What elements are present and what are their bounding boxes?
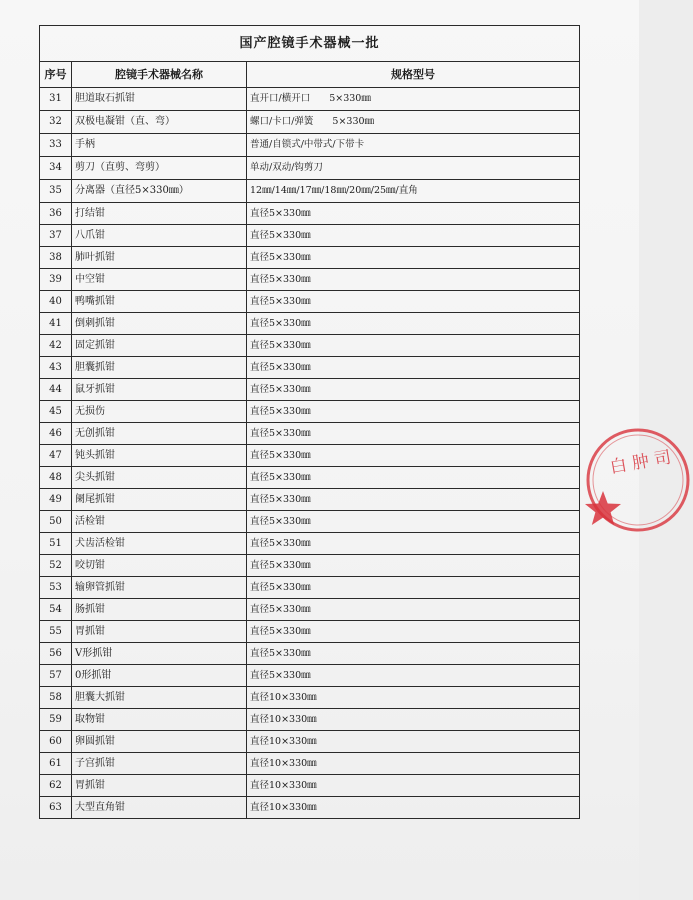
row-name: 输卵管抓钳 bbox=[72, 577, 247, 599]
table-row bbox=[40, 357, 580, 379]
header-row bbox=[40, 62, 580, 88]
row-spec: 直径5×330㎜ bbox=[247, 203, 580, 225]
row-spec: 直径10×330㎜ bbox=[247, 797, 580, 819]
header-spec: 规格型号 bbox=[247, 62, 580, 88]
row-spec: 直开口/横开口 5×330㎜ bbox=[247, 88, 580, 111]
row-name: 咬切钳 bbox=[72, 555, 247, 577]
row-spec: 直径5×330㎜ bbox=[247, 247, 580, 269]
row-spec: 直径5×330㎜ bbox=[247, 269, 580, 291]
table-row bbox=[40, 665, 580, 687]
table-row bbox=[40, 467, 580, 489]
table-row bbox=[40, 533, 580, 555]
row-name: 胆囊抓钳 bbox=[72, 357, 247, 379]
table-row bbox=[40, 577, 580, 599]
row-spec: 单动/双动/钩剪刀 bbox=[247, 157, 580, 180]
table-row bbox=[40, 88, 580, 111]
row-name: 分离器（直径5×330㎜） bbox=[72, 180, 247, 203]
row-spec: 直径5×330㎜ bbox=[247, 489, 580, 511]
row-seq: 47 bbox=[40, 445, 72, 467]
table-row bbox=[40, 423, 580, 445]
row-spec: 直径5×330㎜ bbox=[247, 313, 580, 335]
table-row bbox=[40, 180, 580, 203]
row-spec: 普通/自锁式/中带式/下带卡 bbox=[247, 134, 580, 157]
table-row bbox=[40, 753, 580, 775]
row-name: 肺叶抓钳 bbox=[72, 247, 247, 269]
row-spec: 直径10×330㎜ bbox=[247, 709, 580, 731]
row-spec: 直径5×330㎜ bbox=[247, 577, 580, 599]
row-seq: 62 bbox=[40, 775, 72, 797]
row-name: 鸭嘴抓钳 bbox=[72, 291, 247, 313]
row-spec: 直径5×330㎜ bbox=[247, 599, 580, 621]
row-spec: 直径10×330㎜ bbox=[247, 753, 580, 775]
row-spec: 直径5×330㎜ bbox=[247, 511, 580, 533]
table-row bbox=[40, 489, 580, 511]
red-seal-stamp bbox=[583, 425, 693, 535]
row-name: 胆道取石抓钳 bbox=[72, 88, 247, 111]
row-seq: 54 bbox=[40, 599, 72, 621]
row-seq: 50 bbox=[40, 511, 72, 533]
row-name: 大型直角钳 bbox=[72, 797, 247, 819]
table-row bbox=[40, 687, 580, 709]
table-row bbox=[40, 445, 580, 467]
row-spec: 直径10×330㎜ bbox=[247, 775, 580, 797]
row-spec: 12㎜/14㎜/17㎜/18㎜/20㎜/25㎜/直角 bbox=[247, 180, 580, 203]
row-seq: 32 bbox=[40, 111, 72, 134]
header-seq: 序号 bbox=[40, 62, 72, 88]
row-seq: 38 bbox=[40, 247, 72, 269]
row-seq: 51 bbox=[40, 533, 72, 555]
row-name: 固定抓钳 bbox=[72, 335, 247, 357]
row-name: 双极电凝钳（直、弯） bbox=[72, 111, 247, 134]
row-seq: 61 bbox=[40, 753, 72, 775]
row-seq: 49 bbox=[40, 489, 72, 511]
row-spec: 直径5×330㎜ bbox=[247, 445, 580, 467]
row-seq: 60 bbox=[40, 731, 72, 753]
table-title: 国产腔镜手术器械一批 bbox=[40, 26, 580, 62]
row-name: 倒刺抓钳 bbox=[72, 313, 247, 335]
row-spec: 直径5×330㎜ bbox=[247, 291, 580, 313]
row-spec: 直径5×330㎜ bbox=[247, 555, 580, 577]
row-seq: 55 bbox=[40, 621, 72, 643]
row-name: 打结钳 bbox=[72, 203, 247, 225]
row-seq: 52 bbox=[40, 555, 72, 577]
table-row bbox=[40, 599, 580, 621]
row-name: 阑尾抓钳 bbox=[72, 489, 247, 511]
table-row bbox=[40, 269, 580, 291]
row-name: 肠抓钳 bbox=[72, 599, 247, 621]
seal-star-icon bbox=[585, 491, 621, 525]
row-seq: 56 bbox=[40, 643, 72, 665]
instrument-table bbox=[39, 25, 580, 819]
row-spec: 直径5×330㎜ bbox=[247, 621, 580, 643]
row-spec: 直径5×330㎜ bbox=[247, 225, 580, 247]
row-name: 无创抓钳 bbox=[72, 423, 247, 445]
row-seq: 43 bbox=[40, 357, 72, 379]
row-spec: 直径5×330㎜ bbox=[247, 643, 580, 665]
row-seq: 44 bbox=[40, 379, 72, 401]
row-name: 钝头抓钳 bbox=[72, 445, 247, 467]
table-row bbox=[40, 797, 580, 819]
table-row bbox=[40, 709, 580, 731]
row-name: 取物钳 bbox=[72, 709, 247, 731]
row-name: 0形抓钳 bbox=[72, 665, 247, 687]
row-name: 活检钳 bbox=[72, 511, 247, 533]
table-row bbox=[40, 621, 580, 643]
row-name: 无损伤 bbox=[72, 401, 247, 423]
row-seq: 33 bbox=[40, 134, 72, 157]
table-row bbox=[40, 775, 580, 797]
row-spec: 直径5×330㎜ bbox=[247, 379, 580, 401]
table-row bbox=[40, 291, 580, 313]
table-row bbox=[40, 247, 580, 269]
table-row bbox=[40, 643, 580, 665]
row-spec: 直径5×330㎜ bbox=[247, 401, 580, 423]
table-row bbox=[40, 379, 580, 401]
row-spec: 直径10×330㎜ bbox=[247, 731, 580, 753]
row-name: 尖头抓钳 bbox=[72, 467, 247, 489]
row-seq: 31 bbox=[40, 88, 72, 111]
table-row bbox=[40, 555, 580, 577]
row-spec: 直径5×330㎜ bbox=[247, 533, 580, 555]
seal-text: 白 肿 司 bbox=[608, 447, 673, 478]
table-row bbox=[40, 203, 580, 225]
row-name: 八爪钳 bbox=[72, 225, 247, 247]
row-name: 胆囊大抓钳 bbox=[72, 687, 247, 709]
table-row bbox=[40, 401, 580, 423]
row-name: V形抓钳 bbox=[72, 643, 247, 665]
table-row bbox=[40, 157, 580, 180]
row-seq: 48 bbox=[40, 467, 72, 489]
row-seq: 34 bbox=[40, 157, 72, 180]
row-seq: 53 bbox=[40, 577, 72, 599]
table-row bbox=[40, 731, 580, 753]
row-seq: 35 bbox=[40, 180, 72, 203]
row-spec: 直径5×330㎜ bbox=[247, 335, 580, 357]
row-seq: 58 bbox=[40, 687, 72, 709]
table-row bbox=[40, 134, 580, 157]
table-row bbox=[40, 511, 580, 533]
row-spec: 直径5×330㎜ bbox=[247, 357, 580, 379]
table-row bbox=[40, 225, 580, 247]
row-seq: 45 bbox=[40, 401, 72, 423]
row-name: 犬齿活检钳 bbox=[72, 533, 247, 555]
row-seq: 46 bbox=[40, 423, 72, 445]
row-seq: 40 bbox=[40, 291, 72, 313]
row-spec: 直径5×330㎜ bbox=[247, 467, 580, 489]
row-spec: 直径5×330㎜ bbox=[247, 423, 580, 445]
row-seq: 59 bbox=[40, 709, 72, 731]
header-name: 腔镜手术器械名称 bbox=[72, 62, 247, 88]
row-name: 剪刀（直剪、弯剪） bbox=[72, 157, 247, 180]
table-row bbox=[40, 313, 580, 335]
row-name: 胃抓钳 bbox=[72, 621, 247, 643]
row-spec: 螺口/卡口/弹簧 5×330㎜ bbox=[247, 111, 580, 134]
row-name: 手柄 bbox=[72, 134, 247, 157]
row-name: 子宫抓钳 bbox=[72, 753, 247, 775]
row-name: 鼠牙抓钳 bbox=[72, 379, 247, 401]
row-name: 中空钳 bbox=[72, 269, 247, 291]
row-seq: 37 bbox=[40, 225, 72, 247]
row-spec: 直径10×330㎜ bbox=[247, 687, 580, 709]
row-seq: 42 bbox=[40, 335, 72, 357]
row-seq: 57 bbox=[40, 665, 72, 687]
row-seq: 36 bbox=[40, 203, 72, 225]
row-name: 卵圆抓钳 bbox=[72, 731, 247, 753]
table-row bbox=[40, 335, 580, 357]
row-seq: 39 bbox=[40, 269, 72, 291]
table-row bbox=[40, 111, 580, 134]
row-name: 胃抓钳 bbox=[72, 775, 247, 797]
row-seq: 63 bbox=[40, 797, 72, 819]
row-spec: 直径5×330㎜ bbox=[247, 665, 580, 687]
row-seq: 41 bbox=[40, 313, 72, 335]
